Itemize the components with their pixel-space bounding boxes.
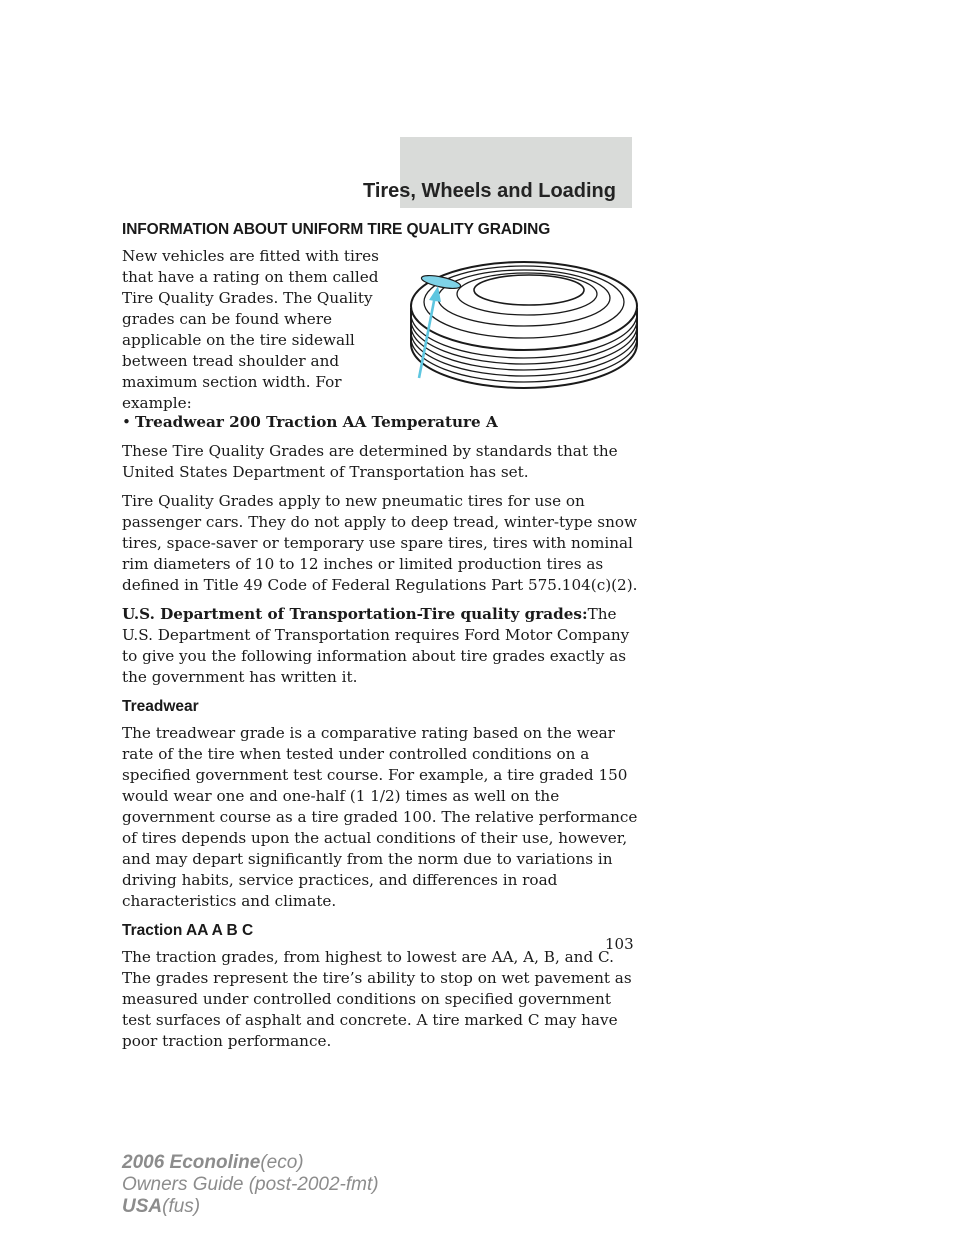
traction-paragraph: The traction grades, from highest to lowest are AA, A, B, and C. The grades represent the tire’s ability to stop on wet pavement as measured under controlled conditions on specified government test surfaces of asphalt and concrete. A tire marked C may have poor traction performance. [122, 948, 632, 1050]
header-title: Tires, Wheels and Loading [362, 180, 616, 202]
page-number: 103 [605, 935, 634, 953]
paragraph-applicability: Tire Quality Grades apply to new pneumatic tires for use on passenger cars. They do not apply to deep tread, winter-type snow tires, space-saver or temporary use spare tires, tires with nominal rim diameters of 10 to 12 inches or limited production tires as defined in Title 49 Code of Federal Regulations Part 575.104(c)(2). [122, 492, 638, 594]
paragraph-dot [122, 604, 642, 688]
footer-market-code: (fus) [162, 1196, 201, 1217]
footer-market: USA [122, 1196, 163, 1217]
tire-icon [405, 246, 642, 394]
header-band [362, 137, 632, 208]
bullet-item [122, 412, 642, 433]
intro-paragraph: New vehicles are fitted with tires that have a rating on them called Tire Quality Grades. The Quality grades can be found where applicable on the tire sidewall between tread shoulder and maximum section width. For example: [122, 247, 379, 412]
treadwear-paragraph: The treadwear grade is a comparative rating based on the wear rate of the tire when tested under controlled conditions on a specified government test course. For example, a tire graded 150 would wear one and one-half (1 1/2) times as well on the government course as a tire graded 100. The relative performance of tires depends upon the actual conditions of their use, however, and may depart significantly from the norm due to variations in driving habits, service practices, and differences in road characteristics and climate. [122, 724, 638, 910]
intro-block [122, 246, 642, 412]
dot-text: The U.S. Department of Transportation requires Ford Motor Company to give you the following information about tire grades exactly as the government has written it. [122, 605, 630, 686]
dot-heading: U.S. Department of Transportation-Tire quality grades: [122, 605, 588, 623]
footer-model-code: (eco) [260, 1152, 304, 1173]
footer-model: 2006 Econoline [122, 1152, 261, 1173]
traction-heading: Traction AA A B C [122, 922, 254, 939]
footer-line-3 [122, 1196, 379, 1218]
page-content [122, 219, 642, 1060]
bullet-text: Treadwear 200 Traction AA Temperature A [134, 413, 498, 431]
treadwear-heading: Treadwear [122, 698, 199, 715]
footer [122, 1152, 379, 1218]
bullet-dot: • [122, 413, 131, 431]
section-title: INFORMATION ABOUT UNIFORM TIRE QUALITY GRADING [122, 221, 551, 238]
footer-line-2: Owners Guide (post-2002-fmt) [122, 1174, 379, 1195]
paragraph-standards: These Tire Quality Grades are determined by standards that the United States Department of Transportation has set. [122, 442, 618, 481]
footer-line-1 [122, 1152, 379, 1174]
